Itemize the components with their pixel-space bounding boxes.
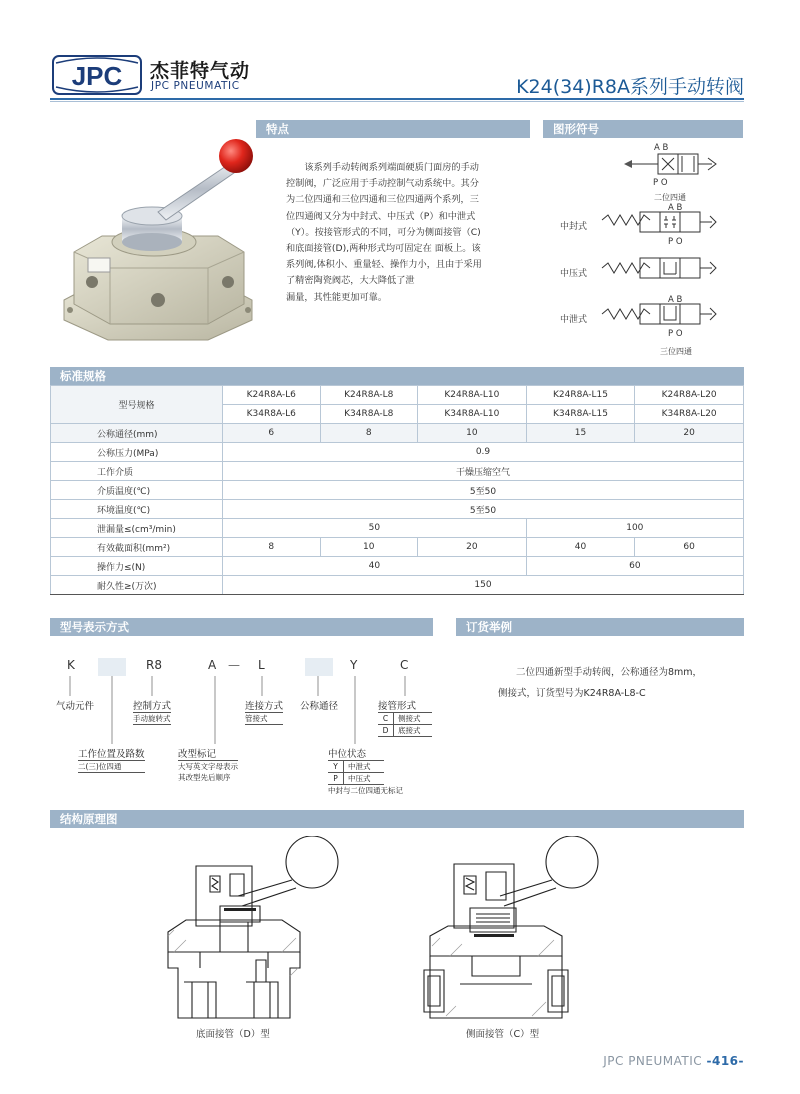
- row-label: 操作力≤(N): [51, 557, 223, 576]
- svg-text:A B: A B: [668, 295, 683, 305]
- page-number: -416-: [706, 1054, 744, 1068]
- table-cell: 8: [223, 538, 321, 557]
- table-cell: 8: [320, 424, 418, 443]
- pipe-option-d: [378, 725, 432, 737]
- brand-name-cn: 杰菲特气动: [150, 60, 251, 82]
- table-row: [51, 500, 744, 519]
- svg-text:三位四通: 三位四通: [660, 347, 692, 356]
- center-option-y: [328, 761, 384, 773]
- table-cell: 5至50: [223, 481, 744, 500]
- label-pneumatic: 气动元件: [56, 701, 95, 712]
- table-row: [51, 481, 744, 500]
- table-cell: K34R8A-L6: [223, 405, 321, 424]
- svg-text:P O: P O: [668, 237, 683, 247]
- group-position: [78, 746, 145, 773]
- code-letter-a: A: [208, 658, 217, 672]
- pipe-name: 侧接式: [398, 714, 421, 723]
- symbol-2pos: [620, 140, 720, 206]
- row-label: 有效截面积(mm²): [51, 538, 223, 557]
- footer-brand: JPC PNEUMATIC: [603, 1054, 703, 1068]
- svg-text:A B: A B: [668, 203, 683, 213]
- pipe-name: 底接式: [398, 726, 421, 735]
- table-cell: 15: [526, 424, 635, 443]
- table-cell: 150: [223, 576, 744, 595]
- table-cell: K24R8A-L10: [418, 386, 527, 405]
- table-cell: 60: [526, 557, 743, 576]
- table-cell: K34R8A-L10: [418, 405, 527, 424]
- code-letter-c: C: [400, 658, 409, 672]
- table-cell: 40: [223, 557, 527, 576]
- table-row: [51, 557, 744, 576]
- svg-text:P O: P O: [653, 178, 668, 188]
- table-row: [51, 538, 744, 557]
- symbol-pressure-center: [598, 250, 738, 290]
- label-center: 中位状态: [328, 746, 384, 761]
- table-row: [51, 519, 744, 538]
- row-label: 环境温度(℃): [51, 500, 223, 519]
- center-option-p: [328, 773, 384, 785]
- table-cell: K34R8A-L8: [320, 405, 418, 424]
- table-cell: 40: [526, 538, 635, 557]
- table-cell: 60: [635, 538, 744, 557]
- features-line: 和底面接管(D),两种形式均可固定在 面板上。该: [286, 243, 481, 255]
- order-heading: 订货举例: [456, 618, 744, 636]
- row-label: 公称通径(mm): [51, 424, 223, 443]
- table-cell: K34R8A-L15: [526, 405, 635, 424]
- table-row: [51, 443, 744, 462]
- features-heading: 特点: [256, 120, 530, 138]
- table-cell: K34R8A-L20: [635, 405, 744, 424]
- structure-drawing-side: [420, 836, 620, 1022]
- pipe-code: C: [378, 713, 394, 724]
- symbol-label-closed: 中封式: [560, 222, 588, 232]
- caption-bottom: 底面接管（D）型: [196, 1029, 270, 1040]
- symbol-closed-center: [598, 200, 738, 248]
- table-cell: K24R8A-L20: [635, 386, 744, 405]
- value-connect: 管接式: [245, 713, 283, 725]
- label-control: 控制方式: [133, 698, 171, 713]
- group-connect: [245, 698, 283, 725]
- header-rule-thin: [50, 101, 744, 102]
- brand-name-en: JPC PNEUMATIC: [151, 80, 240, 92]
- svg-text:二位四通: 二位四通: [654, 193, 686, 202]
- center-name: 中泄式: [348, 762, 371, 771]
- brand-logo: [52, 55, 142, 95]
- code-letter-k: K: [67, 658, 75, 672]
- group-center: [328, 746, 384, 785]
- table-row: [51, 386, 744, 405]
- center-code: P: [328, 773, 344, 784]
- features-line: 漏量，其性能更加可靠。: [286, 291, 388, 303]
- table-cell: 干燥压缩空气: [223, 462, 744, 481]
- order-line: 侧接式，订货型号为K24R8A-L8-C: [498, 688, 646, 699]
- symbol-label-pressure: 中压式: [560, 269, 588, 279]
- symbol-exhaust-center: [598, 292, 738, 358]
- label-position: 工作位置及路数: [78, 746, 145, 761]
- label-bore: 公称通径: [300, 701, 339, 712]
- table-row: [51, 424, 744, 443]
- code-letter-r8: R8: [146, 658, 162, 672]
- row-label: 耐久性≥(万次): [51, 576, 223, 595]
- footer: [603, 1054, 744, 1068]
- model-label: 型号规格: [51, 386, 223, 424]
- center-name: 中压式: [348, 774, 371, 783]
- label-pipe: 接管形式: [378, 698, 432, 713]
- table-cell: 5至50: [223, 500, 744, 519]
- structure-heading: 结构原理图: [50, 810, 744, 828]
- revision-desc: 大写英文字母表示: [178, 762, 238, 771]
- value-control: 手动旋转式: [133, 714, 171, 723]
- svg-text:A B: A B: [654, 143, 669, 153]
- features-line: 了精密陶瓷阀芯，大大降低了泄: [286, 275, 415, 287]
- table-cell: 50: [223, 519, 527, 538]
- pipe-code: D: [378, 725, 394, 736]
- table-row: [51, 462, 744, 481]
- row-label: 泄漏量≤(cm³/min): [51, 519, 223, 538]
- page-title: K24(34)R8A系列手动转阀: [516, 76, 744, 98]
- code-dash: —: [228, 658, 240, 672]
- spec-table: [50, 385, 744, 595]
- row-label: 公称压力(MPa): [51, 443, 223, 462]
- features-line: 位四通阀又分为中封式、中压式（P）和中泄式: [286, 210, 476, 222]
- code-letter-l: L: [258, 658, 265, 672]
- table-cell: 10: [418, 424, 527, 443]
- svg-text:JPC: JPC: [71, 61, 123, 91]
- table-cell: 100: [526, 519, 743, 538]
- center-note: 中封与二位四通无标记: [328, 786, 403, 795]
- symbols-heading: 图形符号: [543, 120, 743, 138]
- table-cell: K24R8A-L8: [320, 386, 418, 405]
- table-cell: 6: [223, 424, 321, 443]
- features-line: 系列阀,体积小、重量轻、操作力小，且由于采用: [286, 259, 482, 271]
- symbol-label-exhaust: 中泄式: [560, 315, 588, 325]
- features-line: 为二位四通和三位四通和三位四通两个系列，三: [286, 194, 479, 206]
- group-revision: [178, 746, 238, 783]
- svg-text:P O: P O: [668, 329, 683, 339]
- features-line: 控制阀，广泛应用于手动控制气动系统中。其分: [286, 178, 479, 190]
- table-row: [51, 576, 744, 595]
- order-text: [498, 662, 738, 704]
- features-line: （Y）。按接管形式的不同，可分为侧面接管（C): [286, 226, 481, 238]
- table-cell: K24R8A-L15: [526, 386, 635, 405]
- model-code-heading: 型号表示方式: [50, 618, 433, 636]
- header-rule: [50, 98, 744, 100]
- spec-heading: 标准规格: [50, 367, 744, 385]
- center-code: Y: [328, 761, 344, 772]
- label-revision: 改型标记: [178, 746, 238, 761]
- row-label: 介质温度(℃): [51, 481, 223, 500]
- table-cell: K24R8A-L6: [223, 386, 321, 405]
- table-cell: 20: [635, 424, 744, 443]
- revision-desc: 其改型先后顺序: [178, 773, 231, 782]
- code-letter-y: Y: [350, 658, 358, 672]
- group-control: [133, 698, 171, 725]
- table-cell: 10: [320, 538, 418, 557]
- group-pipe: [378, 698, 432, 737]
- product-photo: [58, 132, 258, 344]
- caption-side: 侧面接管（C）型: [466, 1029, 540, 1040]
- row-label: 工作介质: [51, 462, 223, 481]
- table-cell: 0.9: [223, 443, 744, 462]
- features-text: [286, 160, 512, 306]
- order-line: 二位四通新型手动转阀，公称通径为8mm，: [516, 667, 703, 678]
- table-cell: 20: [418, 538, 527, 557]
- structure-drawing-bottom: [160, 836, 360, 1022]
- pipe-option-c: [378, 713, 432, 725]
- features-line: 该系列手动转阀系列端面硬质门面房的手动: [304, 162, 479, 173]
- value-position: 二(三)位四通: [78, 761, 145, 773]
- label-connect: 连接方式: [245, 698, 283, 713]
